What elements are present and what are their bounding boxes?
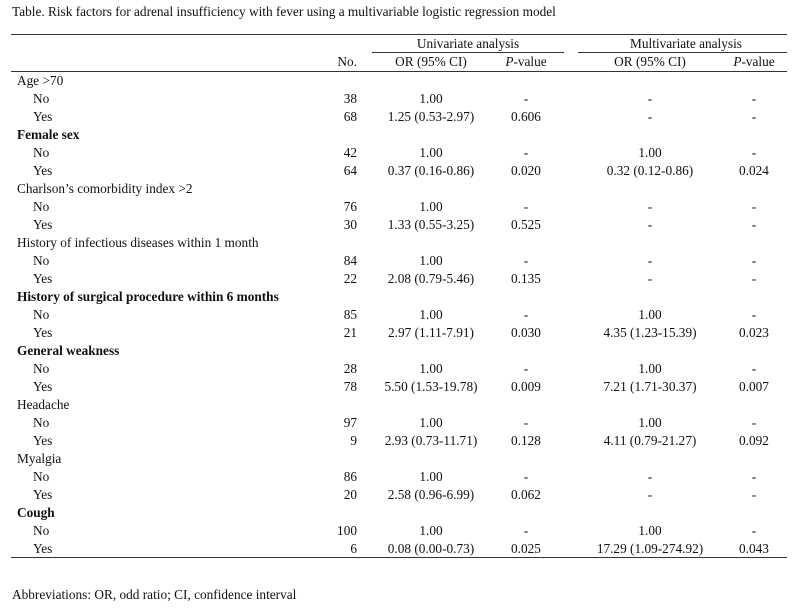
multivariate-or: 1.00 [638,523,662,538]
row-count: 85 [343,307,357,322]
multivariate-or: 0.32 (0.12-0.86) [606,163,694,178]
univariate-header: Univariate analysis [416,36,520,51]
multivariate-p: - [751,109,757,124]
p-suffix: -value [741,54,775,69]
row-count: 38 [343,91,357,106]
univariate-p: - [523,361,529,376]
univariate-or: 2.97 (1.11-7.91) [388,325,474,340]
p-italic: P [733,54,742,69]
row-sublabel: Yes [33,433,53,448]
univariate-p: - [523,253,529,268]
multi-or-header: OR (95% CI) [614,54,686,69]
row-count: 9 [350,433,357,448]
multivariate-p: - [751,253,757,268]
row-sublabel: Yes [33,379,53,394]
row-sublabel: No [33,199,50,214]
row-count: 68 [343,109,357,124]
row-sublabel: No [33,145,50,160]
univariate-or: 1.00 [419,199,443,214]
row-count: 76 [343,199,357,214]
row-count: 22 [343,271,357,286]
row-sublabel: Yes [33,541,53,556]
univariate-or: 1.00 [419,91,443,106]
row-count: 100 [337,523,357,538]
multivariate-or: - [647,271,653,286]
uni-p-header [492,53,560,71]
multivariate-or: - [647,109,653,124]
univariate-p: - [523,145,529,160]
univariate-p: 0.062 [511,487,541,502]
univariate-p: 0.009 [511,379,541,394]
row-group-label: Myalgia [17,451,62,466]
multivariate-or: 4.11 (0.79-21.27) [603,433,697,448]
univariate-or: 0.08 (0.00-0.73) [387,541,475,556]
row-sublabel: No [33,415,50,430]
row-sublabel: No [33,307,50,322]
multivariate-or: - [647,469,653,484]
multivariate-p: 0.092 [739,433,769,448]
row-group-label: General weakness [17,343,120,358]
row-count: 97 [343,415,357,430]
multivariate-p: 0.023 [739,325,769,340]
row-count: 86 [343,469,357,484]
row-sublabel: Yes [33,217,53,232]
row-count: 21 [343,325,357,340]
row-sublabel: No [33,361,50,376]
row-count: 6 [350,541,357,556]
univariate-p: 0.606 [511,109,541,124]
multivariate-p: - [751,469,757,484]
multivariate-p: - [751,307,757,322]
row-group-label: Headache [17,397,70,412]
multivariate-p: - [751,199,757,214]
p-italic: P [505,54,514,69]
row-group-label: History of surgical procedure within 6 months [17,289,279,304]
univariate-or: 1.00 [419,253,443,268]
multivariate-or: 1.00 [638,361,662,376]
univariate-p: - [523,415,529,430]
row-count: 20 [343,487,357,502]
no-header: No. [337,54,357,69]
univariate-or: 1.00 [419,361,443,376]
row-sublabel: Yes [33,109,53,124]
row-group-label: Cough [17,505,55,520]
multivariate-p: - [751,271,757,286]
univariate-p: - [523,307,529,322]
multivariate-p: 0.007 [739,379,769,394]
univariate-p: 0.030 [511,325,541,340]
row-sublabel: No [33,253,50,268]
univariate-or: 1.00 [419,307,443,322]
footnote: Abbreviations: OR, odd ratio; CI, confidence interval [12,587,297,602]
univariate-or: 1.25 (0.53-2.97) [387,109,475,124]
multivariate-p: - [751,487,757,502]
row-count: 28 [343,361,357,376]
multivariate-or: 1.00 [638,145,662,160]
multivariate-or: 17.29 (1.09-274.92) [596,541,704,556]
univariate-or: 0.37 (0.16-0.86) [387,163,475,178]
row-sublabel: No [33,91,50,106]
table-caption: Table. Risk factors for adrenal insufficiency with fever using a multivariable logistic regression model [12,4,556,19]
multivariate-or: - [647,253,653,268]
multivariate-p: 0.024 [739,163,769,178]
row-count: 64 [343,163,357,178]
row-count: 78 [343,379,357,394]
univariate-or: 1.00 [419,523,443,538]
row-group-label: Female sex [17,127,80,142]
multivariate-p: - [751,415,757,430]
row-sublabel: Yes [33,163,53,178]
multivariate-p: - [751,523,757,538]
row-group-label: Age >70 [17,73,64,88]
multivariate-or: 1.00 [638,415,662,430]
univariate-p: 0.025 [511,541,541,556]
univariate-or: 1.00 [419,415,443,430]
multivariate-or: 4.35 (1.23-15.39) [603,325,697,340]
multivariate-or: - [647,91,653,106]
multivariate-or: - [647,217,653,232]
multivariate-or: 1.00 [638,307,662,322]
multivariate-header: Multivariate analysis [630,36,742,51]
univariate-or: 5.50 (1.53-19.78) [384,379,478,394]
univariate-p: 0.128 [511,433,541,448]
multivariate-or: - [647,487,653,502]
multivariate-p: - [751,145,757,160]
row-sublabel: No [33,523,50,538]
p-suffix: -value [513,54,547,69]
multivariate-p: 0.043 [739,541,769,556]
row-sublabel: No [33,469,50,484]
header-rule [11,71,787,72]
row-sublabel: Yes [33,325,53,340]
univariate-p: - [523,199,529,214]
row-count: 84 [343,253,357,268]
univariate-p: 0.135 [511,271,541,286]
multivariate-p: - [751,217,757,232]
row-sublabel: Yes [33,271,53,286]
univariate-or: 1.00 [419,469,443,484]
univariate-p: - [523,91,529,106]
univariate-p: - [523,469,529,484]
multivariate-or: - [647,199,653,214]
univariate-or: 2.93 (0.73-11.71) [384,433,478,448]
univariate-or: 2.58 (0.96-6.99) [387,487,475,502]
multivariate-p: - [751,361,757,376]
univariate-p: 0.525 [511,217,541,232]
multivariate-p: - [751,91,757,106]
univariate-p: 0.020 [511,163,541,178]
row-group-label: History of infectious diseases within 1 month [17,235,259,250]
univariate-or: 1.00 [419,145,443,160]
bottom-rule [11,557,787,558]
multi-p-header [724,53,784,71]
row-sublabel: Yes [33,487,53,502]
univariate-p: - [523,523,529,538]
row-count: 42 [343,145,357,160]
multivariate-or: 7.21 (1.71-30.37) [603,379,697,394]
row-count: 30 [343,217,357,232]
row-group-label: Charlson’s comorbidity index >2 [17,181,193,196]
univariate-or: 1.33 (0.55-3.25) [387,217,475,232]
uni-or-header: OR (95% CI) [395,54,467,69]
univariate-or: 2.08 (0.79-5.46) [387,271,475,286]
